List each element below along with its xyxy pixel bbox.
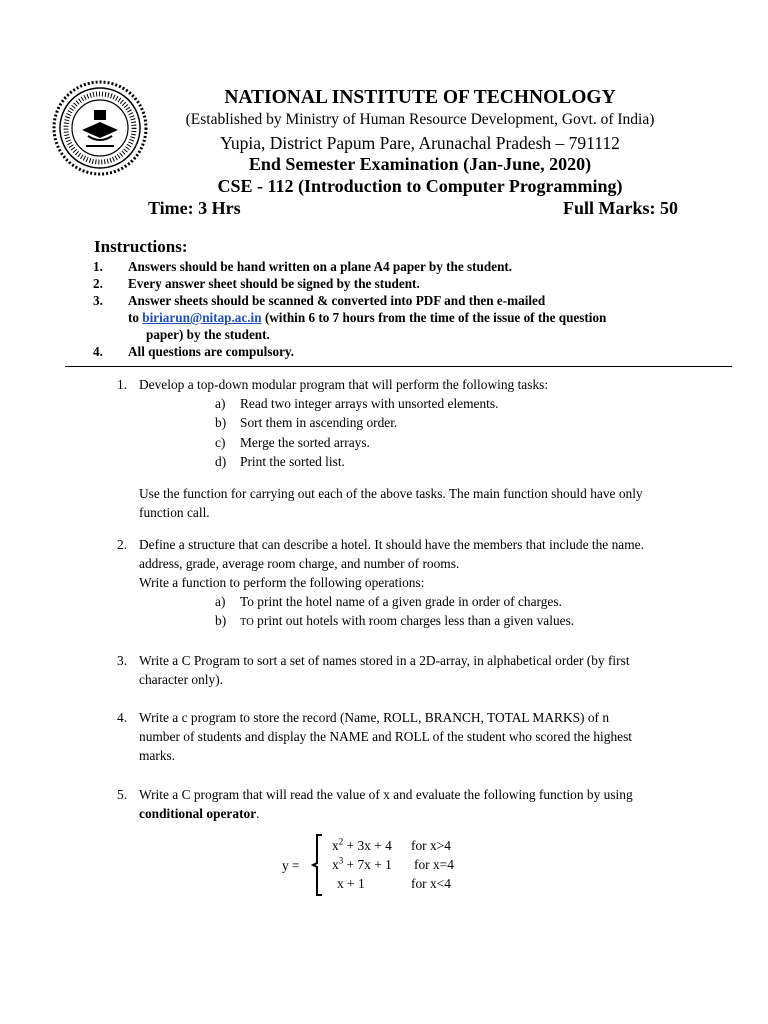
question-4-text: marks. bbox=[139, 748, 176, 763]
formula-case bbox=[332, 855, 392, 875]
question-number: 5. bbox=[117, 787, 128, 802]
full-marks: Full Marks: 50 bbox=[563, 198, 678, 218]
instructions-title: Instructions: bbox=[94, 237, 188, 256]
subitem-label: b) bbox=[215, 415, 227, 430]
subitem-prefix: TO bbox=[240, 617, 254, 628]
instruction-to: to bbox=[128, 310, 139, 325]
subitem-label: a) bbox=[215, 594, 226, 609]
subitem-text: Read two integer arrays with unsorted elements. bbox=[240, 396, 499, 411]
instruction-text: (within 6 to 7 hours from the time of the issue of the question bbox=[264, 310, 607, 325]
instruction-continuation bbox=[146, 326, 270, 343]
formula-lhs: y = bbox=[282, 858, 300, 873]
question-2-text: Define a structure that can describe a hotel. It should have the members that include the name. bbox=[139, 537, 644, 552]
subitem-label: d) bbox=[215, 454, 227, 469]
subitem-text: Print the sorted list. bbox=[240, 454, 345, 469]
instruction-text: Answer sheets should be scanned & converted into PDF and then e-mailed bbox=[128, 293, 546, 308]
institute-address: Yupia, District Papum Pare, Arunachal Pradesh – 791112 bbox=[220, 133, 620, 153]
course-title: CSE - 112 (Introduction to Computer Programming) bbox=[217, 176, 623, 196]
question-2-text: address, grade, average room charge, and number of rooms. bbox=[139, 556, 460, 571]
left-brace-icon bbox=[310, 834, 326, 896]
case-exponent: 2 bbox=[338, 836, 344, 847]
question-4-text: Write a c program to store the record (Name, ROLL, BRANCH, TOTAL MARKS) of n bbox=[139, 710, 610, 725]
question-number: 4. bbox=[117, 710, 128, 725]
exam-title: End Semester Examination (Jan-June, 2020) bbox=[248, 154, 592, 174]
divider bbox=[65, 366, 732, 367]
question-number: 1. bbox=[117, 377, 128, 392]
exam-time: Time: 3 Hrs bbox=[148, 198, 241, 218]
subitem-label: b) bbox=[215, 613, 227, 628]
subitem-text: Sort them in ascending order. bbox=[240, 415, 398, 430]
case-expr: + 7x + 1 bbox=[343, 857, 392, 872]
case-expr: x + 1 bbox=[337, 876, 365, 891]
subitem-text: Merge the sorted arrays. bbox=[240, 435, 370, 450]
institute-name: NATIONAL INSTITUTE OF TECHNOLOGY bbox=[224, 87, 616, 108]
instruction-number: 3. bbox=[93, 293, 103, 308]
q1-note-line: Use the function for carrying out each of the above tasks. The main function should have only bbox=[139, 486, 643, 501]
question-3-text: character only). bbox=[139, 672, 224, 687]
question-number: 2. bbox=[117, 537, 128, 552]
case-condition: for x=4 bbox=[414, 857, 454, 872]
subitem-label: c) bbox=[215, 435, 226, 450]
case-expr: + 3x + 4 bbox=[343, 838, 392, 853]
subitem-label: a) bbox=[215, 396, 226, 411]
case-expr: x bbox=[332, 838, 339, 853]
question-number: 3. bbox=[117, 653, 128, 668]
case-expr: x bbox=[332, 857, 339, 872]
instruction-number: 2. bbox=[93, 276, 103, 291]
question-5-text bbox=[139, 804, 260, 824]
instruction-text: paper) by the student. bbox=[146, 327, 270, 342]
question-1-text: Develop a top-down modular program that will perform the following tasks: bbox=[139, 377, 549, 392]
established-line: (Established by Ministry of Human Resource Development, Govt. of India) bbox=[185, 111, 655, 128]
instruction-continuation bbox=[128, 309, 606, 326]
subitem-text: To print the hotel name of a given grade in order of charges. bbox=[240, 594, 562, 609]
case-condition: for x>4 bbox=[411, 838, 451, 853]
question-4-text: number of students and display the NAME and ROLL of the student who scored the highest bbox=[139, 729, 633, 744]
case-exponent: 3 bbox=[338, 855, 344, 866]
question-5-text: Write a C program that will read the value of x and evaluate the following function by using bbox=[139, 787, 633, 802]
subitem-text: print out hotels with room charges less than a given values. bbox=[257, 613, 575, 628]
question-3-text: Write a C Program to sort a set of names stored in a 2D-array, in alphabetical order (by first bbox=[139, 653, 630, 668]
question-2-text: Write a function to perform the following operations: bbox=[139, 575, 425, 590]
email-link[interactable]: biriarun@nitap.ac.in bbox=[142, 310, 262, 325]
instruction-text: Every answer sheet should be signed by the student. bbox=[128, 276, 420, 291]
conditional-operator-text: conditional operator bbox=[139, 806, 257, 821]
instruction-number: 1. bbox=[93, 259, 103, 274]
formula-case bbox=[337, 874, 365, 894]
instruction-text: All questions are compulsory. bbox=[128, 344, 295, 359]
case-condition: for x<4 bbox=[411, 876, 451, 891]
formula-case bbox=[332, 836, 392, 856]
q1-note-line: function call. bbox=[139, 505, 210, 520]
period: . bbox=[256, 806, 260, 821]
instruction-number: 4. bbox=[93, 344, 103, 359]
instruction-text: Answers should be hand written on a plane A4 paper by the student. bbox=[128, 259, 513, 274]
